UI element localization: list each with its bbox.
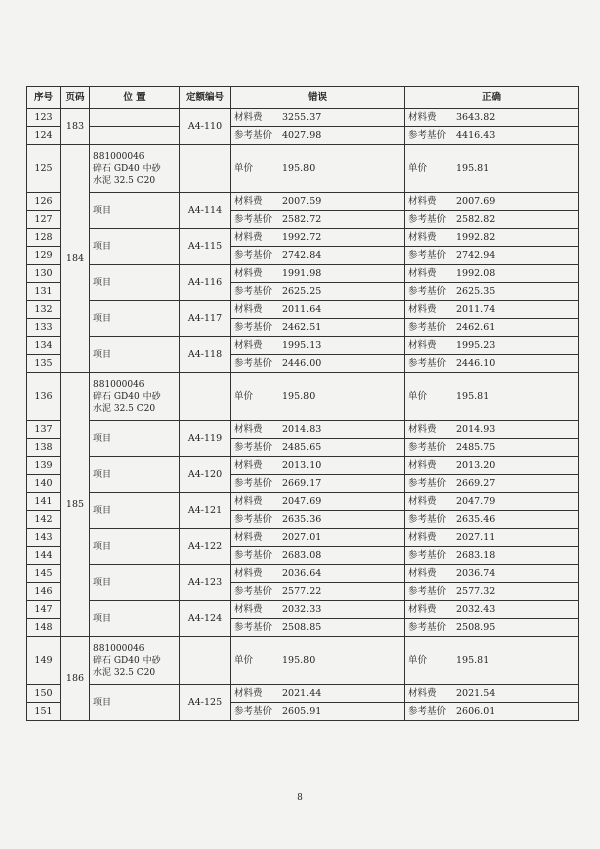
wrong-cell bbox=[231, 565, 405, 583]
position-cell: 项目 bbox=[90, 601, 180, 637]
wrong-cell bbox=[231, 529, 405, 547]
right-value: 2032.43 bbox=[456, 603, 496, 615]
right-cell bbox=[405, 637, 579, 685]
header-seq: 序号 bbox=[27, 87, 61, 109]
right-label: 材料费 bbox=[408, 603, 437, 615]
right-value: 2036.74 bbox=[456, 567, 496, 579]
wrong-value: 2605.91 bbox=[282, 705, 322, 717]
right-value: 2014.93 bbox=[456, 423, 496, 435]
position-cell bbox=[90, 637, 180, 685]
position-cell: 项目 bbox=[90, 565, 180, 601]
wrong-value: 2027.01 bbox=[282, 531, 322, 543]
wrong-value: 195.80 bbox=[282, 654, 316, 666]
wrong-cell bbox=[231, 127, 405, 145]
table-row bbox=[27, 301, 579, 319]
position-cell bbox=[90, 109, 180, 127]
right-cell bbox=[405, 457, 579, 475]
table-row bbox=[27, 493, 579, 511]
right-value: 2683.18 bbox=[456, 549, 496, 561]
row-seq: 124 bbox=[27, 127, 61, 145]
row-seq: 149 bbox=[27, 637, 61, 685]
right-label: 参考基价 bbox=[408, 249, 447, 261]
right-label: 材料费 bbox=[408, 423, 437, 435]
right-cell bbox=[405, 193, 579, 211]
right-label: 材料费 bbox=[408, 495, 437, 507]
right-value: 2485.75 bbox=[456, 441, 496, 453]
wrong-label: 材料费 bbox=[234, 603, 263, 615]
wrong-label: 参考基价 bbox=[234, 513, 273, 525]
header-row bbox=[27, 87, 579, 109]
row-seq: 125 bbox=[27, 145, 61, 193]
code-cell: A4-118 bbox=[180, 337, 231, 373]
code-cell: A4-116 bbox=[180, 265, 231, 301]
position-cell: 项目 bbox=[90, 685, 180, 721]
row-seq: 136 bbox=[27, 373, 61, 421]
table-row bbox=[27, 145, 579, 193]
table-row bbox=[27, 637, 579, 685]
code-cell: A4-110 bbox=[180, 109, 231, 145]
wrong-value: 2742.84 bbox=[282, 249, 322, 261]
table-row bbox=[27, 529, 579, 547]
wrong-cell bbox=[231, 247, 405, 265]
wrong-value: 2485.65 bbox=[282, 441, 322, 453]
row-seq: 128 bbox=[27, 229, 61, 247]
errata-table bbox=[26, 86, 579, 721]
wrong-value: 2047.69 bbox=[282, 495, 322, 507]
table-row bbox=[27, 457, 579, 475]
wrong-cell bbox=[231, 229, 405, 247]
wrong-value: 1992.72 bbox=[282, 231, 322, 243]
code-cell bbox=[180, 145, 231, 193]
wrong-cell bbox=[231, 547, 405, 565]
wrong-cell bbox=[231, 355, 405, 373]
row-seq: 132 bbox=[27, 301, 61, 319]
position-cell: 项目 bbox=[90, 337, 180, 373]
right-cell bbox=[405, 619, 579, 637]
row-seq: 146 bbox=[27, 583, 61, 601]
right-value: 2047.79 bbox=[456, 495, 496, 507]
code-cell: A4-123 bbox=[180, 565, 231, 601]
right-label: 参考基价 bbox=[408, 513, 447, 525]
material-line: 水泥 32.5 C20 bbox=[93, 403, 156, 414]
table-row bbox=[27, 109, 579, 127]
code-cell: A4-121 bbox=[180, 493, 231, 529]
right-value: 2508.95 bbox=[456, 621, 496, 633]
row-seq: 134 bbox=[27, 337, 61, 355]
table-row bbox=[27, 421, 579, 439]
wrong-cell bbox=[231, 619, 405, 637]
header-position: 位 置 bbox=[90, 87, 180, 109]
right-value: 3643.82 bbox=[456, 111, 496, 123]
right-cell bbox=[405, 283, 579, 301]
wrong-value: 2036.64 bbox=[282, 567, 322, 579]
row-seq: 133 bbox=[27, 319, 61, 337]
position-cell: 项目 bbox=[90, 229, 180, 265]
row-seq: 144 bbox=[27, 547, 61, 565]
row-seq: 142 bbox=[27, 511, 61, 529]
right-label: 单价 bbox=[408, 654, 428, 666]
right-cell bbox=[405, 685, 579, 703]
right-label: 参考基价 bbox=[408, 549, 447, 561]
position-cell: 项目 bbox=[90, 457, 180, 493]
position-cell: 项目 bbox=[90, 493, 180, 529]
wrong-value: 2635.36 bbox=[282, 513, 322, 525]
code-cell bbox=[180, 637, 231, 685]
wrong-cell bbox=[231, 337, 405, 355]
code-cell: A4-114 bbox=[180, 193, 231, 229]
wrong-label: 参考基价 bbox=[234, 321, 273, 333]
right-value: 4416.43 bbox=[456, 129, 496, 141]
wrong-label: 材料费 bbox=[234, 267, 263, 279]
right-cell bbox=[405, 265, 579, 283]
wrong-label: 参考基价 bbox=[234, 477, 273, 489]
right-value: 2446.10 bbox=[456, 357, 496, 369]
wrong-cell bbox=[231, 421, 405, 439]
right-cell bbox=[405, 703, 579, 721]
wrong-value: 2683.08 bbox=[282, 549, 322, 561]
material-line: 碎石 GD40 中砂 bbox=[93, 391, 161, 402]
material-code: 881000046 bbox=[93, 643, 145, 654]
position-cell: 项目 bbox=[90, 193, 180, 229]
header-code: 定额编号 bbox=[180, 87, 231, 109]
table-row bbox=[27, 337, 579, 355]
wrong-cell bbox=[231, 145, 405, 193]
row-seq: 131 bbox=[27, 283, 61, 301]
row-seq: 145 bbox=[27, 565, 61, 583]
right-value: 2577.32 bbox=[456, 585, 496, 597]
right-label: 参考基价 bbox=[408, 285, 447, 297]
right-value: 2606.01 bbox=[456, 705, 496, 717]
right-cell bbox=[405, 511, 579, 529]
position-cell bbox=[90, 127, 180, 145]
right-cell bbox=[405, 475, 579, 493]
wrong-cell bbox=[231, 319, 405, 337]
right-cell bbox=[405, 373, 579, 421]
page-number: 8 bbox=[297, 793, 303, 803]
wrong-label: 材料费 bbox=[234, 231, 263, 243]
right-cell bbox=[405, 229, 579, 247]
wrong-label: 材料费 bbox=[234, 195, 263, 207]
right-cell bbox=[405, 337, 579, 355]
wrong-label: 材料费 bbox=[234, 687, 263, 699]
header-page: 页码 bbox=[61, 87, 90, 109]
position-cell: 项目 bbox=[90, 421, 180, 457]
row-seq: 141 bbox=[27, 493, 61, 511]
right-value: 2462.61 bbox=[456, 321, 496, 333]
material-line: 水泥 32.5 C20 bbox=[93, 175, 156, 186]
right-label: 材料费 bbox=[408, 687, 437, 699]
wrong-value: 2508.85 bbox=[282, 621, 322, 633]
position-cell: 项目 bbox=[90, 265, 180, 301]
wrong-label: 参考基价 bbox=[234, 621, 273, 633]
wrong-label: 参考基价 bbox=[234, 357, 273, 369]
row-seq: 135 bbox=[27, 355, 61, 373]
right-value: 2027.11 bbox=[456, 531, 496, 543]
wrong-cell bbox=[231, 301, 405, 319]
right-cell bbox=[405, 565, 579, 583]
table-row bbox=[27, 127, 579, 145]
table-row bbox=[27, 565, 579, 583]
wrong-label: 材料费 bbox=[234, 111, 263, 123]
right-value: 1992.82 bbox=[456, 231, 496, 243]
page-cell: 184 bbox=[61, 145, 90, 373]
right-cell bbox=[405, 211, 579, 229]
right-label: 参考基价 bbox=[408, 129, 447, 141]
right-value: 1992.08 bbox=[456, 267, 496, 279]
wrong-cell bbox=[231, 373, 405, 421]
row-seq: 137 bbox=[27, 421, 61, 439]
page-cell: 183 bbox=[61, 109, 90, 145]
header-right: 正确 bbox=[405, 87, 579, 109]
wrong-cell bbox=[231, 109, 405, 127]
right-label: 材料费 bbox=[408, 195, 437, 207]
code-cell: A4-122 bbox=[180, 529, 231, 565]
right-cell bbox=[405, 421, 579, 439]
wrong-label: 材料费 bbox=[234, 567, 263, 579]
wrong-label: 材料费 bbox=[234, 459, 263, 471]
table-row bbox=[27, 265, 579, 283]
wrong-label: 参考基价 bbox=[234, 585, 273, 597]
right-value: 2011.74 bbox=[456, 303, 496, 315]
wrong-label: 参考基价 bbox=[234, 129, 273, 141]
page-cell: 186 bbox=[61, 637, 90, 721]
wrong-label: 材料费 bbox=[234, 495, 263, 507]
row-seq: 150 bbox=[27, 685, 61, 703]
wrong-label: 参考基价 bbox=[234, 213, 273, 225]
wrong-value: 3255.37 bbox=[282, 111, 322, 123]
right-cell bbox=[405, 583, 579, 601]
right-cell bbox=[405, 601, 579, 619]
right-label: 材料费 bbox=[408, 531, 437, 543]
material-line: 碎石 GD40 中砂 bbox=[93, 655, 161, 666]
right-cell bbox=[405, 301, 579, 319]
wrong-value: 2577.22 bbox=[282, 585, 322, 597]
wrong-value: 2032.33 bbox=[282, 603, 322, 615]
right-value: 2625.35 bbox=[456, 285, 496, 297]
material-line: 碎石 GD40 中砂 bbox=[93, 163, 161, 174]
table-row bbox=[27, 229, 579, 247]
position-cell bbox=[90, 373, 180, 421]
wrong-value: 2011.64 bbox=[282, 303, 322, 315]
right-value: 2021.54 bbox=[456, 687, 496, 699]
right-value: 195.81 bbox=[456, 654, 490, 666]
material-line: 水泥 32.5 C20 bbox=[93, 667, 156, 678]
wrong-cell bbox=[231, 703, 405, 721]
row-seq: 127 bbox=[27, 211, 61, 229]
table-row bbox=[27, 601, 579, 619]
wrong-value: 1995.13 bbox=[282, 339, 322, 351]
wrong-value: 1991.98 bbox=[282, 267, 322, 279]
right-cell bbox=[405, 247, 579, 265]
wrong-value: 195.80 bbox=[282, 162, 316, 174]
wrong-cell bbox=[231, 439, 405, 457]
table-row bbox=[27, 685, 579, 703]
right-label: 参考基价 bbox=[408, 705, 447, 717]
right-value: 195.81 bbox=[456, 162, 490, 174]
row-seq: 138 bbox=[27, 439, 61, 457]
code-cell: A4-119 bbox=[180, 421, 231, 457]
wrong-value: 2007.59 bbox=[282, 195, 322, 207]
wrong-cell bbox=[231, 475, 405, 493]
right-label: 材料费 bbox=[408, 459, 437, 471]
row-seq: 123 bbox=[27, 109, 61, 127]
table-row bbox=[27, 373, 579, 421]
wrong-label: 单价 bbox=[234, 162, 254, 174]
right-value: 2635.46 bbox=[456, 513, 496, 525]
position-cell bbox=[90, 145, 180, 193]
page-cell: 185 bbox=[61, 373, 90, 637]
material-code: 881000046 bbox=[93, 379, 145, 390]
code-cell: A4-115 bbox=[180, 229, 231, 265]
row-seq: 130 bbox=[27, 265, 61, 283]
row-seq: 143 bbox=[27, 529, 61, 547]
code-cell: A4-120 bbox=[180, 457, 231, 493]
code-cell: A4-117 bbox=[180, 301, 231, 337]
wrong-label: 参考基价 bbox=[234, 441, 273, 453]
header-wrong: 错误 bbox=[231, 87, 405, 109]
wrong-label: 单价 bbox=[234, 654, 254, 666]
wrong-cell bbox=[231, 283, 405, 301]
wrong-value: 2669.17 bbox=[282, 477, 322, 489]
wrong-cell bbox=[231, 583, 405, 601]
right-label: 材料费 bbox=[408, 231, 437, 243]
right-value: 2669.27 bbox=[456, 477, 496, 489]
wrong-label: 材料费 bbox=[234, 339, 263, 351]
code-cell bbox=[180, 373, 231, 421]
right-value: 2007.69 bbox=[456, 195, 496, 207]
wrong-label: 参考基价 bbox=[234, 549, 273, 561]
right-cell bbox=[405, 355, 579, 373]
wrong-value: 2462.51 bbox=[282, 321, 322, 333]
wrong-value: 2013.10 bbox=[282, 459, 322, 471]
wrong-label: 参考基价 bbox=[234, 705, 273, 717]
wrong-value: 2021.44 bbox=[282, 687, 322, 699]
wrong-cell bbox=[231, 265, 405, 283]
row-seq: 151 bbox=[27, 703, 61, 721]
wrong-value: 2625.25 bbox=[282, 285, 322, 297]
right-label: 材料费 bbox=[408, 567, 437, 579]
right-label: 单价 bbox=[408, 162, 428, 174]
wrong-label: 材料费 bbox=[234, 531, 263, 543]
right-cell bbox=[405, 319, 579, 337]
code-cell: A4-125 bbox=[180, 685, 231, 721]
wrong-cell bbox=[231, 601, 405, 619]
right-cell bbox=[405, 547, 579, 565]
right-value: 1995.23 bbox=[456, 339, 496, 351]
wrong-label: 参考基价 bbox=[234, 285, 273, 297]
right-label: 材料费 bbox=[408, 339, 437, 351]
right-value: 2582.82 bbox=[456, 213, 496, 225]
row-seq: 148 bbox=[27, 619, 61, 637]
wrong-cell bbox=[231, 493, 405, 511]
wrong-value: 195.80 bbox=[282, 390, 316, 402]
right-cell bbox=[405, 493, 579, 511]
row-seq: 147 bbox=[27, 601, 61, 619]
right-label: 材料费 bbox=[408, 111, 437, 123]
right-label: 参考基价 bbox=[408, 477, 447, 489]
wrong-label: 材料费 bbox=[234, 423, 263, 435]
right-cell bbox=[405, 529, 579, 547]
row-seq: 140 bbox=[27, 475, 61, 493]
right-cell bbox=[405, 145, 579, 193]
row-seq: 129 bbox=[27, 247, 61, 265]
wrong-cell bbox=[231, 193, 405, 211]
right-label: 参考基价 bbox=[408, 585, 447, 597]
wrong-value: 2014.83 bbox=[282, 423, 322, 435]
right-label: 参考基价 bbox=[408, 321, 447, 333]
row-seq: 126 bbox=[27, 193, 61, 211]
right-cell bbox=[405, 109, 579, 127]
position-cell: 项目 bbox=[90, 529, 180, 565]
wrong-label: 单价 bbox=[234, 390, 254, 402]
wrong-value: 4027.98 bbox=[282, 129, 322, 141]
right-label: 参考基价 bbox=[408, 441, 447, 453]
wrong-label: 材料费 bbox=[234, 303, 263, 315]
wrong-value: 2446.00 bbox=[282, 357, 322, 369]
wrong-cell bbox=[231, 511, 405, 529]
wrong-cell bbox=[231, 685, 405, 703]
right-label: 参考基价 bbox=[408, 357, 447, 369]
wrong-label: 参考基价 bbox=[234, 249, 273, 261]
right-label: 单价 bbox=[408, 390, 428, 402]
right-label: 材料费 bbox=[408, 267, 437, 279]
code-cell: A4-124 bbox=[180, 601, 231, 637]
right-cell bbox=[405, 439, 579, 457]
position-cell: 项目 bbox=[90, 301, 180, 337]
right-label: 参考基价 bbox=[408, 621, 447, 633]
right-label: 参考基价 bbox=[408, 213, 447, 225]
right-value: 2742.94 bbox=[456, 249, 496, 261]
wrong-value: 2582.72 bbox=[282, 213, 322, 225]
wrong-cell bbox=[231, 637, 405, 685]
material-code: 881000046 bbox=[93, 151, 145, 162]
right-label: 材料费 bbox=[408, 303, 437, 315]
row-seq: 139 bbox=[27, 457, 61, 475]
wrong-cell bbox=[231, 457, 405, 475]
right-cell bbox=[405, 127, 579, 145]
right-value: 2013.20 bbox=[456, 459, 496, 471]
wrong-cell bbox=[231, 211, 405, 229]
right-value: 195.81 bbox=[456, 390, 490, 402]
table-row bbox=[27, 193, 579, 211]
